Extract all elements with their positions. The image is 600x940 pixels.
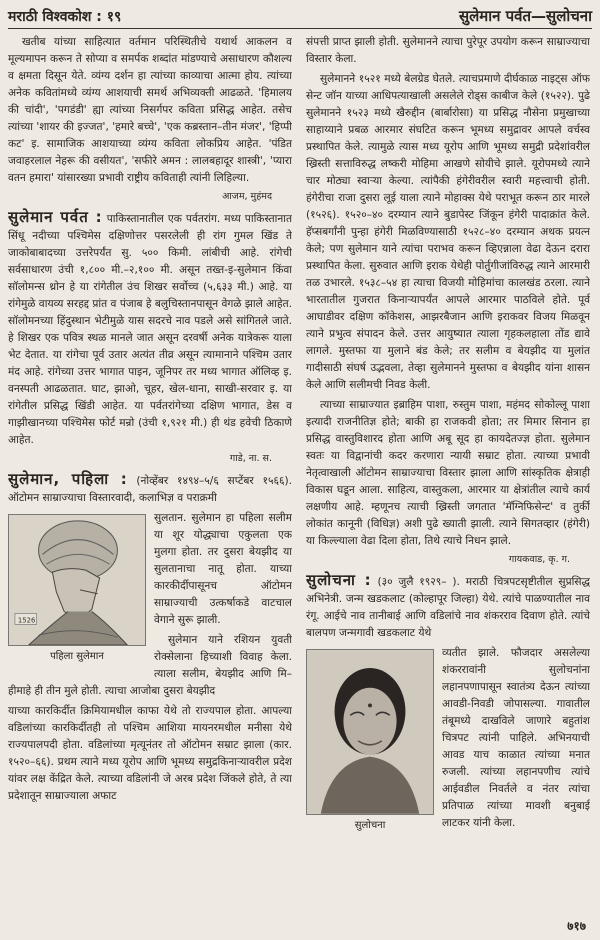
suleiman-portrait-image: [8, 514, 146, 646]
sulochana-wrap-text: व्यतीत झाले. फौजदार असलेल्या शंकररावांनी सुलोचनांना लहानपणापासून स्वातंत्र्य देऊन त्यांच्या आवडी-निवडी जोपासल्या. गावातील तंबूमध्ये दाखविले जाणारे बहुतांश चित्रपट त्यांनी पाहिले. अभिनयाची आवड याच काळात त्यांच्या मनात रुजली. त्यांच्या लहानपणीच त्यांचे आईवडील निवर्तले व नंतर त्यांचा प्रतिपाळ त्यांच्या मावशी बनुबाई लाटकर यांनी केला.: [442, 647, 590, 829]
pahila-wrap-text-2: सुलेमान याने रशियन युवती रोक्सेलाना हिच्याशी विवाह केला. त्याला सलीम, बेयझीद आणि मि–हीमाहे ही तीन मुले होती. त्याचा आजोबा दुसरा बेयझीद: [8, 634, 292, 697]
continuation-signature: गायकवाड, कृ. ग.: [508, 554, 570, 565]
entry-sulemaan-pahila: [8, 471, 292, 507]
page-number: ७१७: [567, 919, 586, 933]
portrait-caption: पहिला सुलेमान: [50, 651, 104, 662]
intro-paragraph: खतीब यांच्या साहित्यात वर्तमान परिस्थितीचे यथार्थ आकलन व मूल्यमापन करून ते सोप्या व समर्पक शब्दांत मांडण्याचे असाधारण कौशल्य व क्षमता दिसून येते. व्यंग्य दर्शन हा त्यांच्या काव्याचा आत्मा होय. त्यांच्या अनेक कवितांमध्ये व्यंग्य आशयाची समर्थ अभिव्यक्ती आढळते. 'हिमालय की चांदी', 'पगडंडी' ह्या त्यांच्या निसर्गपर कविता प्रसिद्ध आहेत. तसेच त्यांच्या 'शायर की इज्जत', 'हमारे बच्चे', 'एक कब्रस्तान–तीन मंजर', 'हिप्पी कट' इ. सामाजिक आशयाच्या व्यंग्य कविता लोकप्रिय आहेत. 'पंडित जवाहरलाल नेहरू की वसीयत', 'सफीरे अमन : लालबहादूर शास्त्री', 'प्यारा वतन हमारा' यांसारख्या प्रभावी राष्ट्रीय कविताही त्यांनी लिहिल्या.: [8, 36, 292, 184]
entry-sulochana: [306, 572, 590, 642]
right-column: [306, 34, 590, 914]
entry-heading: सुलेमान पर्वत :: [8, 208, 103, 226]
entry-heading: सुलेमान, पहिला :: [8, 470, 128, 488]
entry-sulemaan-parvat: [8, 209, 292, 449]
portrait-figure: [8, 514, 146, 662]
photo-caption: सुलोचना: [354, 820, 386, 831]
pahila-tail-text: याच्या कारकिर्दीत क्रिमियामधील काफा येथे तो राज्यपाल होता. आपल्या वडिलांच्या कारकिर्दीतही तो पश्चिम आशिया मायनरमधील मनीसा येथे राज्यपालपदी होता. वडिलांच्या मृत्यूनंतर तो ऑटोमन सम्राट झाला (कार. १५२०–६६). प्रथम त्याने मध्य यूरोप आणि भूमध्य समुद्रकिनाऱ्यावरील प्रदेश यांवर लक्ष केंद्रित केले. त्याच्या वडिलांनी जे अरब प्रदेश जिंकले होते, ते त्या प्रदेशातून साम्राज्याला अफाट: [8, 705, 292, 802]
running-head-left: मराठी विश्वकोश : १९: [8, 9, 122, 25]
entry-text: (३० जुलै १९२९– ). मराठी चित्रपटसृष्टीतील सुप्रसिद्ध अभिनेत्री. जन्म खडकलाट (कोल्हापूर जिल्हा) येथे. त्यांचे पाळण्यातील नाव रंगू. आईचे नाव तानीबाई आणि वडिलांचे नाव शंकरराव दिवाण होते. त्यांचे बालपण जन्मगावी खडकलाट येथे: [306, 576, 590, 639]
intro-signature: आजम, मुहंमद: [222, 191, 272, 202]
continuation-para-2: सुलेमानने १५२१ मध्ये बेलग्रेड घेतले. त्याचप्रमाणे दीर्घकाळ नाइट्स ऑफ सेन्ट जॉन याच्या आधिपत्याखाली असलेले रोड्स काबीज केले (१५२२). पुढे सुलेमानने १५२३ मध्ये खैरुद्दीन (बार्बारोसा) या प्रसिद्ध नौसेना प्रमुखाच्या साहाय्याने प्रबळ आरमार संघटित करून भूमध्य समुद्रावर आपले वर्चस्व प्रस्थापित केले. त्यामुळे त्यास मध्य यूरोप आणि भूमध्य समुद्री प्रदेशांवरील ख्रिस्ती सत्ताविरुद्ध लष्करी मोहिमा आखणे सोयीचे झाले. यूरोपमध्ये त्याने चार मोठ्या स्वाऱ्या केल्या. त्यांपैकी हंगेरीवरील स्वारी महत्त्वाची होती. हंगेरीचा राजा दुसरा लूई याला त्याने मोहाक्स येथे पराभूत करून ठार मारले (१५२६). १५२०–४० दरम्यान त्याने बुडापेस्ट जिंकून हंगेरी पादाक्रांत केले. हॅप्सबर्गांनी पुन्हा हंगेरी मिळविण्यासाठी १५२८–४० दरम्यान अथक प्रयत्न केले; पण सुलेमान याने त्यांचा पराभव करून व्हिएन्नाला वेढा देऊन दरारा प्रस्थापित केला. सुरुवात आणि इराक येथेही पोर्तुगीजांविरुद्ध त्याने आरमारी तळ उभारले. १५३८–५४ हा त्याचा विजयी मोहिमांचा कालखंड ठरला. त्याने भारतातील गुजरात किनाऱ्यापर्यंत आपले आरमार पाठविले होते. पूर्व आघाडीवर दक्षिण कॉकेशस, आझरबैजान आणि इराकवर विजय मिळवून त्याने प्रभुत्व संपादन केले. उत्तर आयुष्यात त्याला गृहकलहाला तोंड द्यावे लागले. मुस्तफा या मुलाने बंड केले; तर सलीम व बेयझीद या मुलांत गादीसाठी संघर्ष उद्भवला, तेव्हा सुलेमानने मुस्तफा व बेयझीद यांना शासन केले आणि सलीमची निवड केली.: [306, 73, 590, 391]
pahila-wrap-text-1: सुलतान. सुलेमान हा पहिला सलीम या शूर योद्ध्याचा एकुलता एक मुलगा होता. तर दुसरा बेयझीद या सुलतानाचा नातू होता. याच्या कारकीर्दीपासूनच ऑटोमन साम्राज्याची उत्कर्षाकडे वाटचाल वेगाने सुरू झाली.: [154, 512, 292, 626]
entry-text: (नोव्हेंबर १४९४–५/६ सप्टेंबर १५६६). ऑटोमन साम्राज्याचा विस्तारवादी, कलाभिज्ञ व पराक्रमी: [8, 475, 292, 504]
sulochana-photo-image: [306, 649, 434, 815]
portrait-date-mark: 1526: [17, 616, 36, 625]
page-header: [8, 4, 592, 29]
continuation-para-3: त्याच्या साम्राज्यात इब्राहिम पाशा, रुस्तुम पाशा, महंमद सोकोल्लू पाशा इत्यादी राजनीतिज्ञ होते; बाकी हा राजकवी होता; तर मिमार सिनान हा प्रसिद्ध वास्तुविशारद होता आणि अबू सूद हा कायदेतज्ज्ञ होता. सुलेमान स्वतः या विद्वानांची कदर करणारा न्यायी सम्राट होता. त्याच्या प्रभावी नेतृत्वाखाली ऑटोमन साम्राज्याचा विस्तार झाला आणि सांस्कृतिक क्षेत्राही विकास घडून आला. साहित्य, वास्तुकला, आरमार या क्षेत्रांतील त्याचे कार्य लक्षणीय आहे. म्हणूनच त्याची ख्रिस्ती जगतात 'मॅग्निफिसेन्ट' व तुर्की लोकांत कानूनी (विधिज्ञ) अशी पुढे ख्याती झाली. त्याने सिगतव्हार (हंगेरी) या किल्ल्याला वेढा दिला होता, तिथे त्याचे निधन झाले.: [306, 399, 590, 547]
portrait-photo-drawing: [307, 650, 433, 814]
left-column: [8, 34, 292, 914]
running-head-right: सुलेमान पर्वत—सुलोचना: [458, 7, 592, 25]
continuation-para-1: संपत्ती प्राप्त झाली होती. सुलेमानने त्याचा पुरेपूर उपयोग करून साम्राज्याचा विस्तार केला.: [306, 36, 590, 65]
entry-text: पाकिस्तानातील एक पर्वतरांग. मध्य पाकिस्तानात सिंधू नदीच्या पश्चिमेस दक्षिणोत्तर पसरलेली ही रांग गुमल खिंड ते जाकोबाबादच्या उत्तरेपर्यंत सु. ५०० किमी. लांबीची आहे. रांगेची सर्वसाधारण उंची १,८०० मी.–२,१०० मी. असून तख्त-इ-सुलेमान किंवा सॉलोमन्स थ्रोन हे या रांगेतील उंच शिखर सर्वोच्च (५,६३३ मी.) आहे. या रांगेमुळे वायव्य सरहद्द प्रांत व पंजाब हे बलुचिस्तानपासून वेगळे झाले आहेत. सॉलोमनच्या हिंदुस्थान भेटीमुळे यास सदरचे नाव पडले असे सांगितले जाते. हे शिखर एक पवित्र स्थळ मानले जात असून दरवर्षी अनेक यात्रेकरू याला भेट देतात. या रांगेचा पूर्व उतार अत्यंत तीव्र असून त्यामानाने पश्चिम उतार मंद आहे. रांगेच्या उत्तर भागात पाइन, जूनिपर तर मध्य भागात ऑलिव्ह इ. वनस्पती आढळतात. घाट, झाओ, चूहर, खेल-धाना, साखी-सरवार इ. या रांगेतील प्रसिद्ध खिंडी आहेत. या पर्वतरांगेच्या दक्षिण भागात, डेस व गाझीखानच्या पश्चिमेस फोर्ट मन्रो (उंची १,९२१ मी.) ही थंड हवेची ठिकाणे आहेत.: [8, 213, 292, 446]
parvat-signature: गाडे, ना. स.: [229, 453, 272, 464]
entry-heading: सुलोचना :: [306, 571, 372, 589]
two-column-body: [8, 34, 592, 914]
photo-figure: [306, 649, 434, 831]
engraving-portrait-drawing: [9, 515, 145, 645]
